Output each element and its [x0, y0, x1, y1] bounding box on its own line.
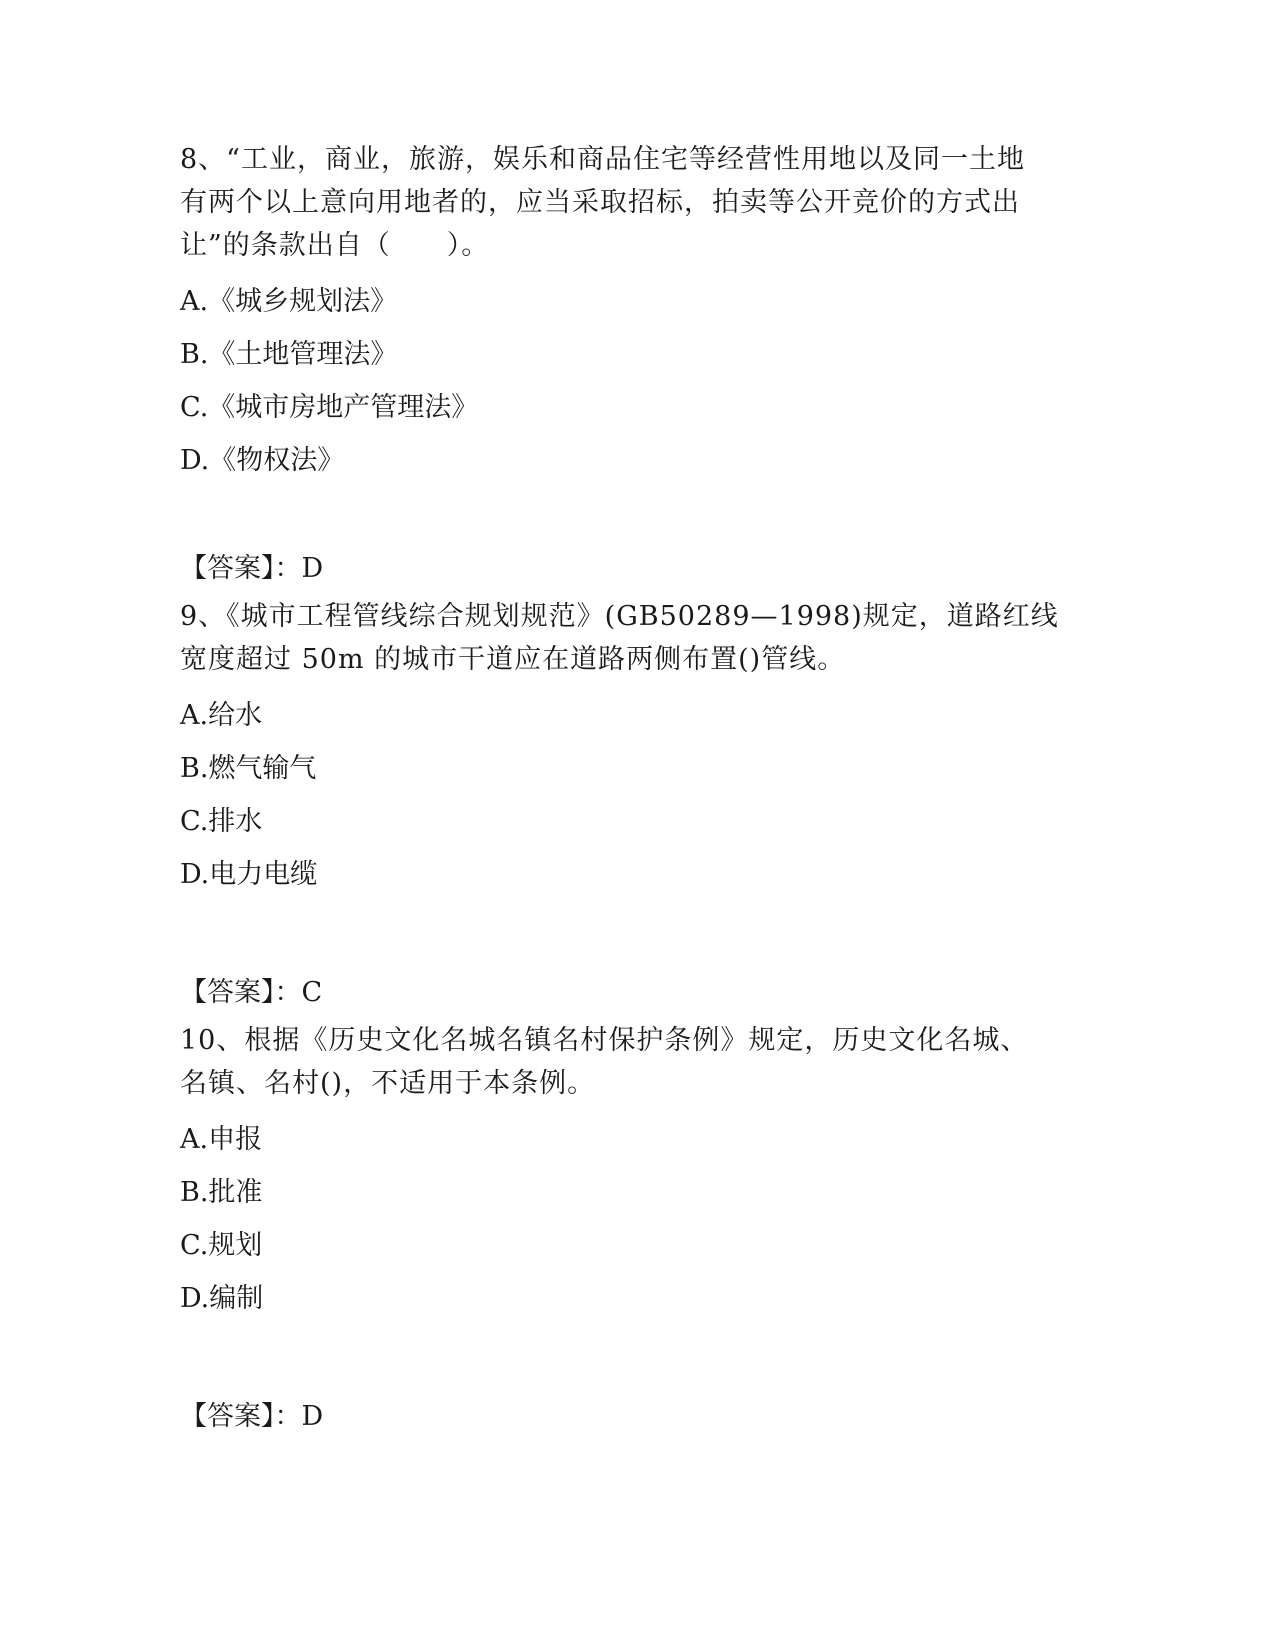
option-list	[180, 689, 1060, 901]
option-b: B.批准	[180, 1177, 263, 1208]
answer-line	[180, 547, 1060, 590]
answer-value: C	[301, 977, 323, 1008]
answer-label: 【答案】：	[180, 977, 302, 1008]
option-d: D.电力电缆	[180, 859, 318, 890]
answer-label: 【答案】：	[180, 1401, 302, 1432]
stem-line: 宽度超过 50m 的城市干道应在道路两侧布置()管线。	[180, 644, 846, 675]
stem-line: 让”的条款出自（ ）。	[180, 230, 490, 261]
stem-line: 名镇、名村()，不适用于本条例。	[180, 1068, 596, 1099]
option-b: B.《土地管理法》	[180, 339, 398, 370]
answer-value: D	[301, 553, 324, 584]
option-a: A.给水	[180, 700, 263, 731]
question-10	[180, 1019, 1060, 1438]
answer-label: 【答案】：	[180, 553, 302, 584]
question-8	[180, 138, 1060, 590]
answer-line	[180, 971, 1060, 1014]
answer-value: D	[301, 1401, 324, 1432]
question-stem	[180, 1019, 1060, 1105]
stem-line: 有两个以上意向用地者的，应当采取招标，拍卖等公开竞价的方式出	[180, 187, 1020, 218]
question-9	[180, 595, 1060, 1014]
option-b: B.燃气输气	[180, 753, 317, 784]
option-a: A.《城乡规划法》	[180, 286, 398, 317]
option-list	[180, 1113, 1060, 1325]
stem-line: 8、“工业，商业，旅游，娱乐和商品住宅等经营性用地以及同一土地	[180, 144, 1025, 175]
option-c: C.排水	[180, 806, 263, 837]
option-a: A.申报	[180, 1124, 263, 1155]
option-d: D.《物权法》	[180, 445, 345, 476]
option-c: C.《城市房地产管理法》	[180, 392, 479, 423]
document-page	[180, 138, 1060, 1438]
stem-line: 10、根据《历史文化名城名镇名村保护条例》规定，历史文化名城、	[180, 1025, 1029, 1056]
question-stem	[180, 138, 1060, 267]
option-d: D.编制	[180, 1283, 264, 1314]
answer-line	[180, 1395, 1060, 1438]
stem-line: 9、《城市工程管线综合规划规范》(GB50289—1998)规定，道路红线	[180, 601, 1059, 632]
option-c: C.规划	[180, 1230, 263, 1261]
question-stem	[180, 595, 1060, 681]
option-list	[180, 275, 1060, 487]
